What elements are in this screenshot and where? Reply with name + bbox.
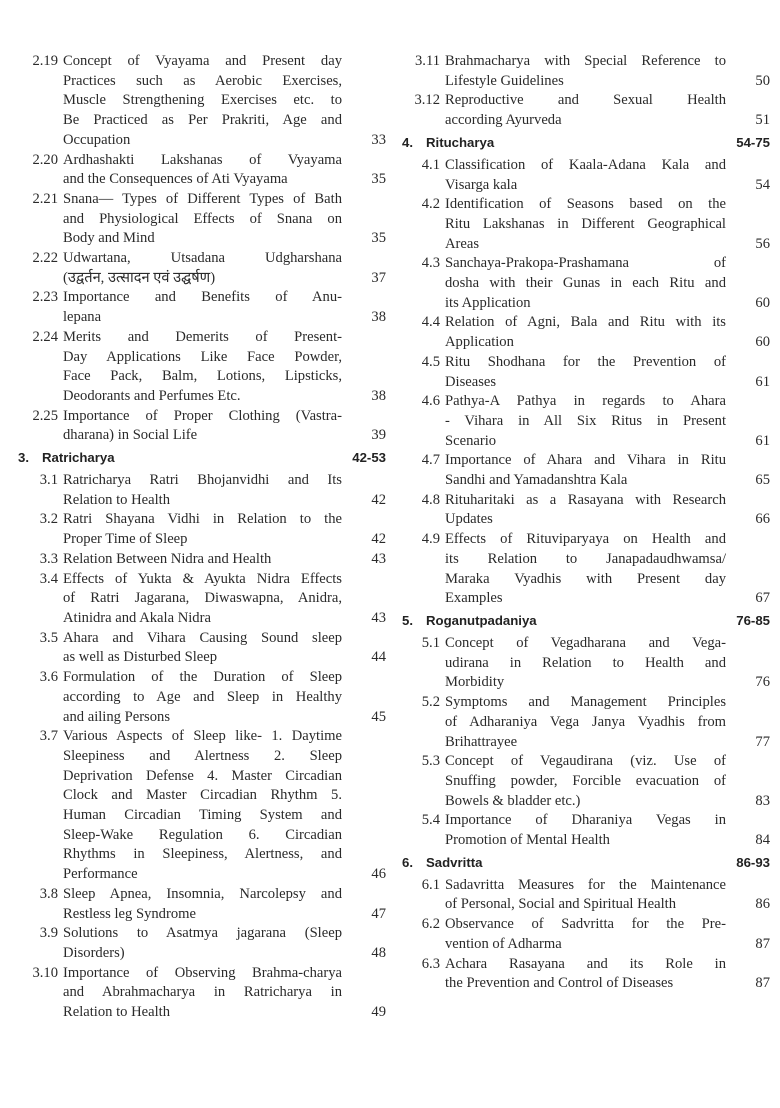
entry-title	[445, 451, 726, 490]
toc-entry[interactable]	[400, 254, 770, 313]
entry-number: 4.7	[421, 452, 440, 469]
entry-title-line: Sandhi and Yamadanshtra Kala	[445, 472, 628, 489]
entry-title-line: Disorders)	[63, 944, 125, 961]
entry-title-line: Effects of Yukta & Ayukta Nidra Effects	[63, 570, 342, 587]
entry-page-number: 50	[755, 72, 770, 89]
section-page-range: 54-75	[736, 134, 770, 150]
entry-title-line: Face Pack, Balm, Lotions, Lipsticks,	[63, 368, 342, 385]
entry-title	[63, 288, 342, 327]
entry-page-number: 43	[371, 609, 386, 626]
entry-title-line: dosha with their Gunas in each Ritu and	[445, 275, 726, 292]
entry-title-line: Classification of Kaala-Adana Kala and	[445, 156, 726, 173]
entry-title	[63, 885, 342, 924]
entry-title-line: Bowels & bladder etc.)	[445, 792, 581, 809]
entry-title-line: Maraka Vyadhis with Present day	[445, 570, 726, 587]
entry-page-number: 61	[755, 432, 770, 449]
toc-entry[interactable]	[18, 52, 386, 151]
entry-page-number: 56	[755, 235, 770, 252]
entry-title-line: Symptoms and Management Principles	[445, 694, 726, 711]
toc-entry[interactable]	[18, 570, 386, 629]
entry-title-line: Brahmacharya with Special Reference to	[445, 53, 726, 69]
toc-entry[interactable]	[400, 811, 770, 850]
toc-entry[interactable]	[18, 964, 386, 1023]
entry-title-line: and Abrahmacharya in Ratricharya in	[63, 984, 342, 1001]
entry-title	[445, 634, 726, 693]
entry-title-line: Concept of Vegaudirana (viz. Use of	[445, 753, 726, 770]
toc-entry[interactable]	[400, 634, 770, 693]
entry-title	[63, 727, 342, 885]
entry-page-number: 87	[755, 975, 770, 992]
entry-page-number: 54	[755, 176, 770, 193]
entry-number: 3.1	[39, 472, 58, 489]
toc-entry[interactable]	[400, 752, 770, 811]
entry-number: 6.3	[421, 955, 440, 972]
entry-number: 6.1	[421, 876, 440, 893]
entry-page-number: 45	[371, 708, 386, 725]
entry-title	[63, 510, 342, 549]
entry-title	[445, 530, 726, 609]
entry-title	[445, 52, 726, 91]
entry-title-line: and the Consequences of Ati Vyayama	[63, 171, 288, 188]
entry-title-line: Deprivation Defense 4. Master Circadian	[63, 767, 342, 784]
entry-title	[63, 550, 342, 570]
toc-entry[interactable]	[18, 885, 386, 924]
entry-number: 4.4	[421, 314, 440, 331]
toc-entry[interactable]	[18, 510, 386, 549]
entry-title-line: vention of Adharma	[445, 935, 562, 952]
toc-entry[interactable]	[400, 91, 770, 130]
entry-title-line: Practices such as Aerobic Exercises,	[63, 72, 342, 89]
section-heading[interactable]	[18, 450, 386, 466]
section-heading[interactable]	[402, 135, 770, 151]
entry-title-line: Performance	[63, 866, 138, 883]
entry-page-number: 84	[755, 832, 770, 849]
entry-number: 2.19	[32, 53, 58, 69]
entry-title-line: - Vihara in All Six Ritus in Present	[445, 412, 726, 429]
entry-title-line: Relation to Health	[63, 491, 170, 508]
toc-entry[interactable]	[400, 915, 770, 954]
entry-title-line: Promotion of Mental Health	[445, 832, 610, 849]
toc-entry[interactable]	[400, 52, 770, 91]
entry-page-number: 83	[755, 792, 770, 809]
entry-number: 2.23	[32, 289, 58, 306]
entry-title	[445, 254, 726, 313]
entry-title	[445, 156, 726, 195]
entry-title	[63, 629, 342, 668]
entry-number: 4.5	[421, 353, 440, 370]
entry-number: 3.12	[414, 92, 440, 109]
entry-title-line: Areas	[445, 235, 480, 252]
toc-entry[interactable]	[400, 156, 770, 195]
entry-title-line: Proper Time of Sleep	[63, 531, 188, 548]
entry-page-number: 60	[755, 294, 770, 311]
entry-number: 4.9	[421, 531, 440, 548]
entry-title	[445, 955, 726, 994]
entry-number: 4.8	[421, 491, 440, 508]
entry-title-line: Identification of Seasons based on the	[445, 196, 726, 213]
entry-number: 3.2	[39, 511, 58, 528]
entry-title-line: Effects of Rituviparyaya on Health and	[445, 531, 726, 548]
entry-title-line: Visarga kala	[445, 176, 518, 193]
entry-title	[63, 190, 342, 249]
entry-title	[63, 668, 342, 727]
entry-title-line: Ritu Lakshanas in Different Geographical	[445, 215, 726, 232]
toc-entry[interactable]	[400, 876, 770, 915]
entry-title	[63, 151, 342, 190]
entry-title-line: Merits and Demerits of Present-	[63, 328, 342, 345]
section-title: Sadvritta	[426, 854, 483, 870]
entry-number: 4.2	[421, 196, 440, 213]
section-number: 3.	[18, 450, 29, 466]
entry-title-line: Importance of Proper Clothing (Vastra-	[63, 407, 342, 424]
toc-entry[interactable]	[400, 195, 770, 254]
entry-number: 5.2	[421, 694, 440, 711]
entry-title-line: of Adharaniya Vega Janya Vyadhis from	[445, 713, 726, 730]
entry-title-line: Udwartana, Utsadana Udgharshana	[63, 250, 342, 267]
entry-title-line: Diseases	[445, 373, 497, 390]
entry-page-number: 42	[371, 491, 386, 508]
section-heading[interactable]	[402, 855, 770, 871]
entry-page-number: 38	[371, 387, 386, 404]
entry-number: 3.6	[39, 669, 58, 686]
entry-title-line: Relation Between Nidra and Health	[63, 550, 272, 567]
entry-title	[63, 249, 342, 288]
entry-title-line: Morbidity	[445, 674, 505, 691]
entry-title-line: Application	[445, 334, 514, 351]
toc-entry[interactable]	[18, 727, 386, 885]
entry-page-number: 35	[371, 230, 386, 247]
entry-page-number: 61	[755, 373, 770, 390]
section-page-range: 42-53	[352, 450, 386, 466]
entry-page-number: 38	[371, 309, 386, 326]
entry-title-line: Lifestyle Guidelines	[445, 72, 564, 89]
entry-title	[445, 91, 726, 130]
entry-title-line: Scenario	[445, 432, 497, 449]
toc-entry[interactable]	[18, 151, 386, 190]
entry-title-line: (उद्वर्तन, उत्सादन एवं उद्घर्षण)	[63, 269, 216, 286]
entry-number: 2.25	[32, 407, 58, 424]
entry-number: 4.1	[421, 156, 440, 173]
entry-title	[63, 52, 342, 151]
entry-number: 3.11	[415, 53, 440, 69]
entry-number: 2.20	[32, 151, 58, 168]
entry-title-line: its Relation to Janapadaudhwamsa/	[445, 550, 726, 567]
entry-page-number: 35	[371, 171, 386, 188]
entry-title-line: Observance of Sadvritta for the Pre-	[445, 916, 726, 933]
entry-page-number: 51	[755, 112, 770, 129]
entry-title-line: Sleep-Wake Regulation 6. Circadian	[63, 826, 342, 843]
entry-title-line: the Prevention and Control of Diseases	[445, 975, 674, 992]
entry-title	[63, 924, 342, 963]
toc-entry[interactable]	[18, 924, 386, 963]
entry-title-line: Importance of Dharaniya Vegas in	[445, 812, 726, 829]
section-title: Roganutpadaniya	[426, 612, 537, 628]
entry-title-line: Relation to Health	[63, 1004, 170, 1021]
entry-title-line: and Physiological Effects of Snana on	[63, 210, 342, 227]
toc-entry[interactable]	[18, 190, 386, 249]
entry-page-number: 44	[371, 649, 386, 666]
entry-title-line: Pathya-A Pathya in regards to Ahara	[445, 393, 726, 410]
toc-entry[interactable]	[18, 328, 386, 407]
entry-title-line: according to Age and Sleep in Healthy	[63, 688, 342, 705]
entry-title-line: Ritu Shodhana for the Prevention of	[445, 353, 726, 370]
entry-number: 5.3	[421, 753, 440, 770]
entry-title	[63, 964, 342, 1023]
entry-title-line: dharana) in Social Life	[63, 427, 198, 444]
entry-page-number: 39	[371, 427, 386, 444]
entry-title	[63, 471, 342, 510]
entry-title-line: of Ratri Jagarana, Diwaswapna, Anidra,	[63, 590, 342, 607]
toc-right-column	[400, 52, 770, 994]
entry-title-line: of Personal, Social and Spiritual Health	[445, 896, 677, 913]
entry-title-line: Rituharitaki as a Rasayana with Research	[445, 491, 726, 508]
entry-title-line: Examples	[445, 590, 503, 607]
entry-page-number: 76	[755, 674, 770, 691]
entry-title-line: Importance of Ahara and Vihara in Ritu	[445, 452, 726, 469]
section-page-range: 86-93	[736, 854, 770, 870]
entry-title-line: Body and Mind	[63, 230, 155, 247]
toc-entry[interactable]	[400, 353, 770, 392]
entry-title-line: Brihattrayee	[445, 733, 518, 750]
entry-page-number: 86	[755, 896, 770, 913]
entry-title-line: Ratri Shayana Vidhi in Relation to the	[63, 511, 342, 528]
entry-title-line: Snana— Types of Different Types of Bath	[63, 190, 342, 207]
entry-page-number: 47	[371, 905, 386, 922]
section-number: 6.	[402, 854, 413, 870]
entry-title-line: Ratricharya Ratri Bhojanvidhi and Its	[63, 472, 342, 489]
entry-number: 3.5	[39, 629, 58, 646]
toc-entry[interactable]	[18, 471, 386, 510]
entry-title-line: Clock and Master Circadian Rhythm 5.	[63, 787, 342, 804]
entry-title	[445, 693, 726, 752]
section-number: 5.	[402, 612, 413, 628]
entry-title-line: udirana in Relation to Health and	[445, 654, 726, 671]
section-number: 4.	[402, 134, 413, 150]
toc-entry[interactable]	[18, 288, 386, 327]
entry-title-line: Atinidra and Akala Nidra	[63, 609, 211, 626]
entry-title	[63, 570, 342, 629]
entry-page-number: 33	[371, 131, 386, 148]
entry-title-line: and ailing Persons	[63, 708, 171, 725]
section-title: Ratricharya	[42, 450, 115, 466]
entry-title	[445, 491, 726, 530]
entry-title	[445, 195, 726, 254]
toc-entry[interactable]	[18, 668, 386, 727]
entry-title-line: lepana	[63, 309, 102, 326]
entry-page-number: 42	[371, 531, 386, 548]
entry-title	[445, 313, 726, 352]
entry-page-number: 37	[371, 269, 386, 286]
entry-title-line: Concept of Vegadharana and Vega-	[445, 634, 726, 651]
section-page-range: 76-85	[736, 612, 770, 628]
toc-entry[interactable]	[400, 955, 770, 994]
toc-entry[interactable]	[18, 249, 386, 288]
entry-title-line: Sleepiness and Alertness 2. Sleep	[63, 747, 342, 764]
entry-number: 3.8	[39, 885, 58, 902]
entry-title	[445, 915, 726, 954]
entry-page-number: 49	[371, 1004, 386, 1021]
entry-title-line: according Ayurveda	[445, 112, 562, 129]
entry-title	[445, 392, 726, 451]
entry-title-line: Human Circadian Timing System and	[63, 807, 342, 824]
entry-number: 3.9	[39, 925, 58, 942]
entry-page-number: 60	[755, 334, 770, 351]
entry-page-number: 46	[371, 866, 386, 883]
entry-title-line: Occupation	[63, 131, 131, 148]
entry-title	[445, 353, 726, 392]
entry-title-line: Relation of Agni, Bala and Ritu with its	[445, 314, 726, 331]
entry-title-line: Rhythms in Sleepiness, Alertness, and	[63, 846, 342, 863]
entry-title-line: Formulation of the Duration of Sleep	[63, 669, 342, 686]
entry-number: 3.7	[39, 728, 58, 745]
entry-page-number: 77	[755, 733, 770, 750]
entry-number: 2.22	[32, 250, 58, 267]
section-title: Ritucharya	[426, 134, 495, 150]
entry-number: 2.21	[32, 190, 58, 207]
toc-entry[interactable]	[400, 313, 770, 352]
entry-title-line: Various Aspects of Sleep like- 1. Daytime	[63, 728, 342, 745]
toc-entry[interactable]	[18, 407, 386, 446]
entry-page-number: 66	[755, 511, 770, 528]
entry-page-number: 43	[371, 550, 386, 567]
entry-title-line: Importance and Benefits of Anu-	[63, 289, 342, 306]
entry-number: 3.4	[39, 570, 58, 587]
entry-title	[445, 876, 726, 915]
entry-number: 5.1	[421, 634, 440, 651]
entry-title-line: Importance of Observing Brahma-charya	[63, 964, 342, 981]
entry-title	[445, 811, 726, 850]
entry-number: 6.2	[421, 916, 440, 933]
entry-title-line: Concept of Vyayama and Present day	[63, 53, 342, 69]
toc-entry[interactable]	[400, 451, 770, 490]
entry-title-line: as well as Disturbed Sleep	[63, 649, 218, 666]
entry-page-number: 87	[755, 935, 770, 952]
entry-title-line: Updates	[445, 511, 493, 528]
entry-number: 2.24	[32, 328, 58, 345]
entry-title-line: Sadavritta Measures for the Maintenance	[445, 876, 726, 893]
entry-page-number: 67	[755, 590, 770, 607]
entry-title	[63, 407, 342, 446]
entry-title-line: Deodorants and Perfumes Etc.	[63, 387, 241, 404]
entry-title-line: Achara Rasayana and its Role in	[445, 955, 726, 972]
entry-title-line: Ardhashakti Lakshanas of Vyayama	[63, 151, 342, 168]
toc-entry[interactable]	[18, 629, 386, 668]
entry-title	[63, 328, 342, 407]
entry-title-line: Day Applications Like Face Powder,	[63, 348, 342, 365]
entry-number: 4.6	[421, 393, 440, 410]
entry-number: 4.3	[421, 255, 440, 272]
entry-title-line: its Application	[445, 294, 531, 311]
toc-entry[interactable]	[400, 491, 770, 530]
entry-title-line: Restless leg Syndrome	[63, 905, 196, 922]
entry-title	[445, 752, 726, 811]
section-heading[interactable]	[402, 613, 770, 629]
entry-title-line: Be Practiced as Per Prakriti, Age and	[63, 112, 342, 129]
toc-entry[interactable]	[400, 693, 770, 752]
toc-entry[interactable]	[400, 530, 770, 609]
entry-page-number: 48	[371, 944, 386, 961]
entry-title-line: Muscle Strengthening Exercises etc. to	[63, 92, 342, 109]
entry-number: 5.4	[421, 812, 440, 829]
toc-entry[interactable]	[18, 550, 386, 570]
toc-entry[interactable]	[400, 392, 770, 451]
entry-page-number: 65	[755, 472, 770, 489]
entry-title-line: Reproductive and Sexual Health	[445, 92, 726, 109]
entry-number: 3.10	[32, 964, 58, 981]
entry-number: 3.3	[39, 550, 58, 567]
entry-title-line: Ahara and Vihara Causing Sound sleep	[63, 629, 342, 646]
entry-title-line: Sanchaya-Prakopa-Prashamana of	[445, 255, 726, 272]
entry-title-line: Sleep Apnea, Insomnia, Narcolepsy and	[63, 885, 342, 902]
toc-left-column	[18, 52, 386, 1023]
entry-title-line: Solutions to Asatmya jagarana (Sleep	[63, 925, 342, 942]
entry-title-line: Snuffing powder, Forcible evacuation of	[445, 772, 726, 789]
